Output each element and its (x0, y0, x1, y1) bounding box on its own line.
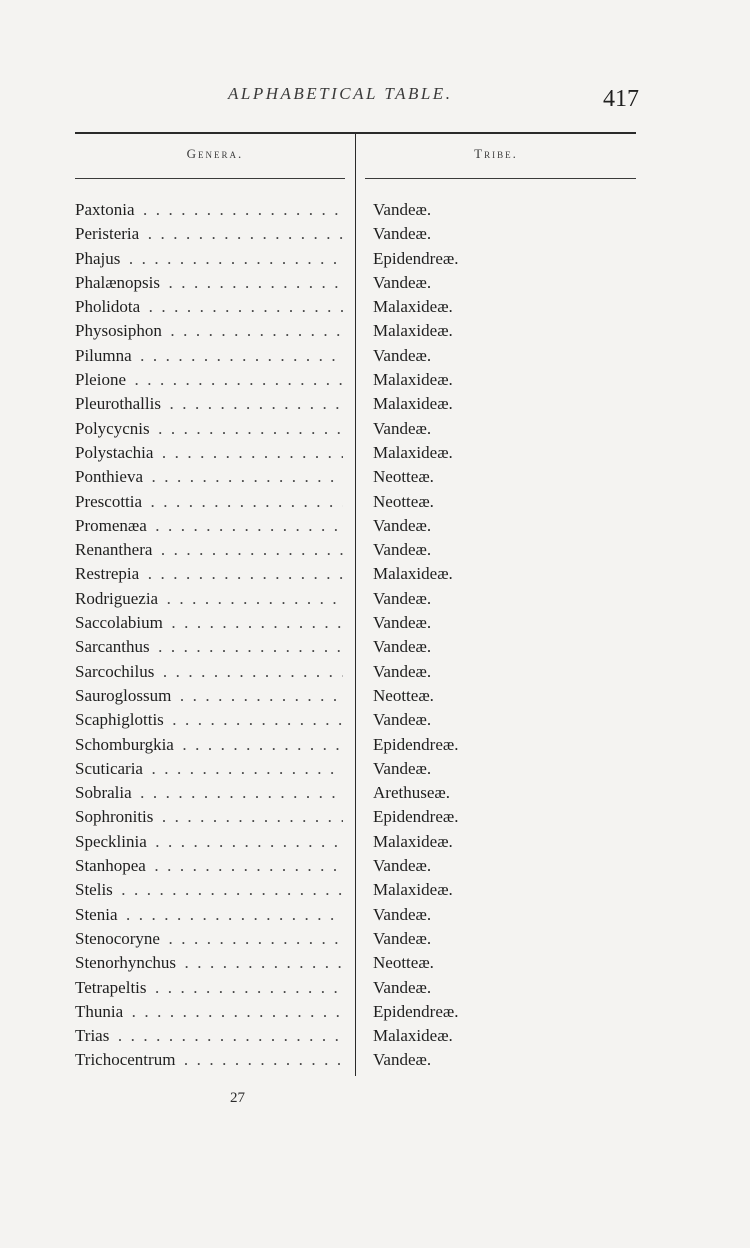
tribe-cell: Vandeæ. (373, 224, 432, 244)
genus-cell: Polycycnis . . (75, 417, 343, 441)
genus-cell: Sophronitis . . (75, 805, 343, 829)
table-row (0, 830, 750, 854)
table-row (0, 878, 750, 902)
tribe-cell: Neotteæ. (373, 685, 434, 705)
header-rule-tribe (365, 178, 636, 179)
tribe-cell: Vandeæ. (373, 540, 432, 560)
column-header-tribe: Tribe. (474, 146, 518, 161)
genus-cell: Physosiphon . . (75, 319, 343, 343)
tribe-cell: Vandeæ. (373, 758, 432, 778)
genus-cell: Pleione . . (75, 368, 343, 392)
table-row (0, 805, 750, 829)
tribe-cell: Vandeæ. (373, 345, 432, 365)
table-row (0, 247, 750, 271)
genus-cell: Schomburgkia . . (75, 733, 343, 757)
genus-cell: Stanhopea . . (75, 854, 343, 878)
table-row (0, 490, 750, 514)
tribe-cell: Epidendreæ. (373, 734, 459, 754)
table-row (0, 538, 750, 562)
table-row (0, 951, 750, 975)
tribe-cell: Neotteæ. (373, 467, 434, 487)
table-row (0, 465, 750, 489)
genus-cell: Thunia . . (75, 1000, 343, 1024)
genus-cell: Sarcochilus . . (75, 660, 343, 684)
genus-cell: Polystachia . . (75, 441, 343, 465)
tribe-cell: Vandeæ. (373, 710, 432, 730)
table-row (0, 295, 750, 319)
tribe-cell: Malaxideæ. (373, 442, 453, 462)
table-row (0, 271, 750, 295)
table-row (0, 684, 750, 708)
tribe-cell: Vandeæ. (373, 637, 432, 657)
tribe-cell: Neotteæ. (373, 953, 434, 973)
table-row (0, 1048, 750, 1072)
genus-cell: Pleurothallis . . (75, 392, 343, 416)
table-row (0, 368, 750, 392)
tribe-cell: Malaxideæ. (373, 564, 453, 584)
genus-cell: Pholidota . . (75, 295, 343, 319)
tribe-cell: Vandeæ. (373, 418, 432, 438)
genus-cell: Phalænopsis . . (75, 271, 343, 295)
tribe-cell: Vandeæ. (373, 588, 432, 608)
genus-cell: Stelis . . (75, 878, 343, 902)
table-row (0, 733, 750, 757)
tribe-cell: Vandeæ. (373, 977, 432, 997)
signature-mark: 27 (230, 1090, 245, 1106)
tribe-cell: Epidendreæ. (373, 248, 459, 268)
genus-cell: Sauroglossum . . (75, 684, 343, 708)
table-row (0, 1000, 750, 1024)
table-row (0, 319, 750, 343)
table-row (0, 976, 750, 1000)
genus-cell: Specklinia . . (75, 830, 343, 854)
genus-cell: Stenorhynchus . . (75, 951, 343, 975)
tribe-cell: Malaxideæ. (373, 297, 453, 317)
tribe-cell: Arethuseæ. (373, 783, 450, 803)
table-row (0, 611, 750, 635)
header-rule-genera (75, 178, 345, 179)
table-row (0, 441, 750, 465)
table-row (0, 562, 750, 586)
tribe-cell: Vandeæ. (373, 200, 432, 219)
column-header-genera: Genera. (186, 146, 244, 161)
tribe-cell: Malaxideæ. (373, 370, 453, 390)
table-row (0, 660, 750, 684)
table-row (0, 417, 750, 441)
genus-cell: Trias . . (75, 1024, 343, 1048)
genus-cell: Sarcanthus . . (75, 635, 343, 659)
table-row (0, 854, 750, 878)
tribe-cell: Vandeæ. (373, 856, 432, 876)
genus-cell: Sobralia . . (75, 781, 343, 805)
tribe-cell: Vandeæ. (373, 904, 432, 924)
genus-cell: Stenocoryne . . (75, 927, 343, 951)
genus-cell: Pilumna . . (75, 344, 343, 368)
genus-cell: Stenia . . (75, 903, 343, 927)
genus-cell: Scaphiglottis . . (75, 708, 343, 732)
page-number: 417 (603, 86, 639, 112)
table-row (0, 781, 750, 805)
genus-cell: Ponthieva . . (75, 465, 343, 489)
tribe-cell: Epidendreæ. (373, 1001, 459, 1021)
genus-cell: Renanthera . . (75, 538, 343, 562)
tribe-cell: Neotteæ. (373, 491, 434, 511)
genus-cell: Phajus . . (75, 247, 343, 271)
genus-cell: Paxtonia . . (75, 198, 343, 222)
genus-cell: Peristeria . . (75, 222, 343, 246)
table-body (0, 198, 750, 1073)
running-title: ALPHABETICAL TABLE. (228, 84, 453, 103)
table-row (0, 1024, 750, 1048)
table-row (0, 222, 750, 246)
tribe-cell: Vandeæ. (373, 661, 432, 681)
table-row (0, 344, 750, 368)
genus-cell: Tetrapeltis . . (75, 976, 343, 1000)
table-row (0, 903, 750, 927)
tribe-cell: Vandeæ. (373, 515, 432, 535)
table-row (0, 587, 750, 611)
table-row (0, 635, 750, 659)
tribe-cell: Malaxideæ. (373, 321, 453, 341)
table-row (0, 757, 750, 781)
tribe-cell: Malaxideæ. (373, 831, 453, 851)
tribe-cell: Vandeæ. (373, 1050, 432, 1070)
table-row (0, 198, 750, 222)
genus-cell: Prescottia . . (75, 490, 343, 514)
tribe-cell: Malaxideæ. (373, 394, 453, 414)
genus-cell: Restrepia . . (75, 562, 343, 586)
table-row (0, 927, 750, 951)
tribe-cell: Malaxideæ. (373, 880, 453, 900)
tribe-cell: Vandeæ. (373, 928, 432, 948)
genus-cell: Trichocentrum . . (75, 1048, 343, 1072)
tribe-cell: Malaxideæ. (373, 1026, 453, 1046)
genus-cell: Saccolabium . . (75, 611, 343, 635)
table-row (0, 708, 750, 732)
tribe-cell: Vandeæ. (373, 613, 432, 633)
genus-cell: Promenæa . . (75, 514, 343, 538)
genus-cell: Rodriguezia . . (75, 587, 343, 611)
tribe-cell: Epidendreæ. (373, 807, 459, 827)
table-row (0, 514, 750, 538)
tribe-cell: Vandeæ. (373, 272, 432, 292)
genus-cell: Scuticaria . . (75, 757, 343, 781)
table-row (0, 392, 750, 416)
